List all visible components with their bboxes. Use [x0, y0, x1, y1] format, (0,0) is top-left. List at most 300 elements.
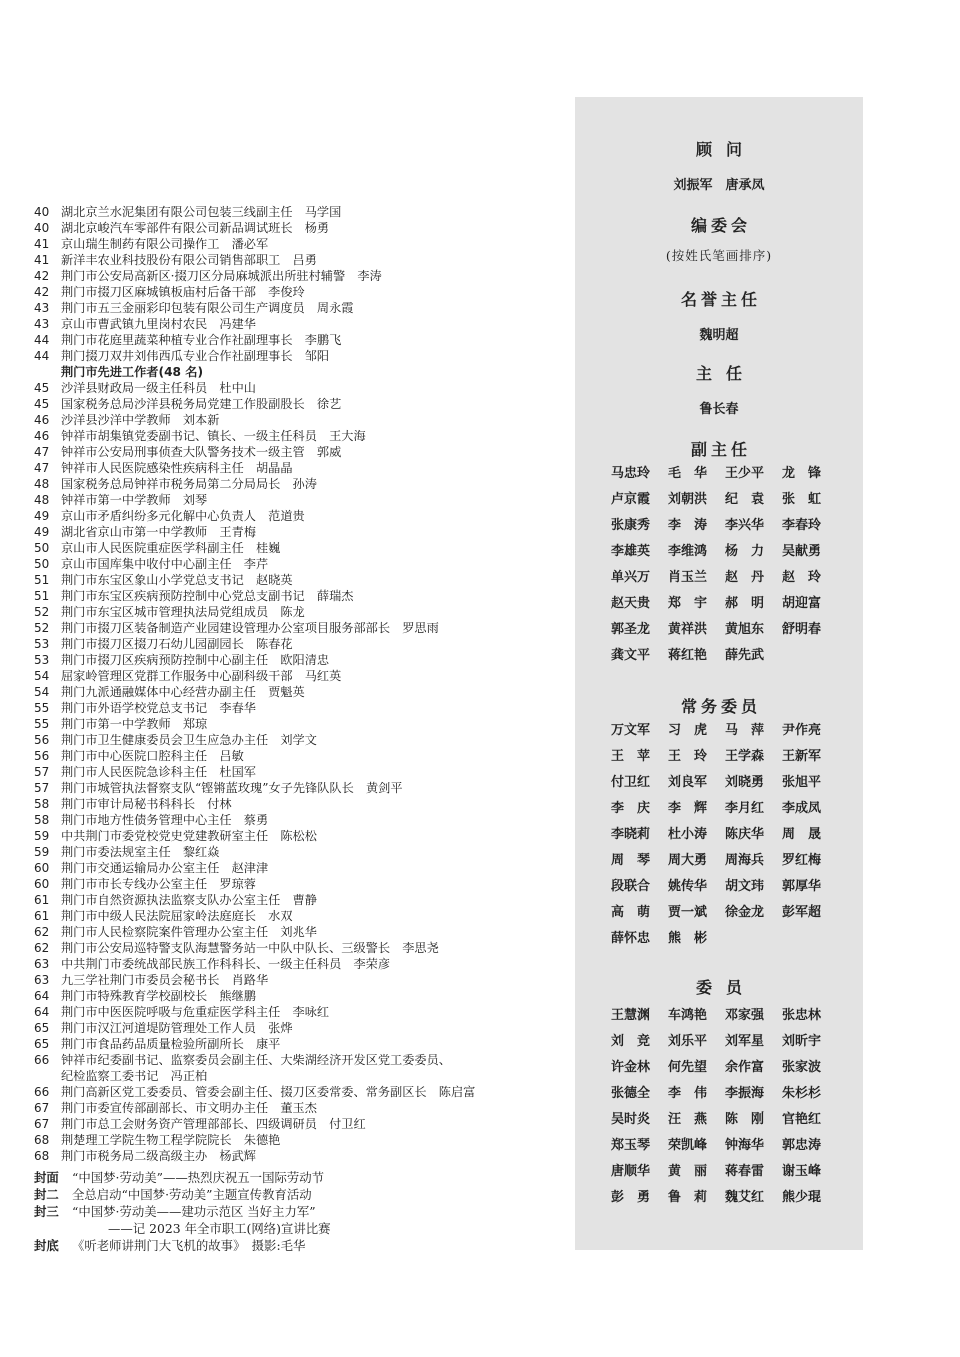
person-name: 郭忠涛	[782, 1138, 822, 1153]
page-number: 41	[34, 237, 50, 251]
name-row	[611, 744, 831, 770]
cover-text: 全总启动“中国梦·劳动美”主题宣传教育活动	[72, 1187, 312, 1202]
person-name: 李兴华	[725, 518, 765, 533]
name-row	[611, 770, 831, 796]
person-name: 吴时炎	[611, 1112, 651, 1127]
entry-text: 荆门市东宝区象山小学党总支书记 赵晓英	[61, 573, 293, 587]
contents-entry	[34, 764, 554, 780]
name-row	[611, 926, 831, 952]
person-name: 杜小涛	[668, 827, 708, 842]
page-number: 56	[34, 733, 50, 747]
contents-entry	[34, 268, 554, 284]
honorary-director-section	[575, 287, 863, 343]
name-row	[611, 617, 831, 643]
director-name: 鲁长春	[699, 402, 739, 417]
page-number: 48	[34, 477, 50, 491]
person-name: 赵 丹	[725, 570, 765, 585]
cover-text: “中国梦·劳动美”——热烈庆祝五一国际劳动节	[72, 1170, 325, 1185]
name-row	[611, 1029, 831, 1055]
person-name: 卢京霞	[611, 492, 651, 507]
person-name: 付卫红	[611, 775, 651, 790]
entry-text: 荆门市税务局二级高级主办 杨武辉	[61, 1149, 256, 1163]
entry-text: 荆门市中级人民法院屈家岭法庭庭长 水双	[61, 909, 293, 923]
page-number: 47	[34, 461, 50, 475]
person-name: 姚传华	[668, 879, 708, 894]
person-name: 尹作亮	[782, 723, 822, 738]
page-number: 50	[34, 541, 50, 555]
advisors-section	[575, 137, 863, 193]
page-number: 60	[34, 861, 50, 875]
person-name: 熊少琨	[782, 1190, 822, 1205]
contents-entry	[34, 812, 554, 828]
contents-entry	[34, 300, 554, 316]
contents-entry	[34, 716, 554, 732]
person-name: 周大勇	[668, 853, 708, 868]
entry-text: 荆门市城管执法督察支队“铿锵蓝玫瑰”女子先锋队队长 黄剑平	[61, 781, 403, 795]
cover-list	[34, 1169, 554, 1254]
person-name: 王 苹	[611, 749, 651, 764]
page-number: 59	[34, 829, 50, 843]
contents-entry	[34, 780, 554, 796]
page-number: 68	[34, 1149, 50, 1163]
contents-entry	[34, 332, 554, 348]
person-name: 薛怀忠	[611, 931, 651, 946]
name-row	[611, 565, 831, 591]
person-name: 郑玉琴	[611, 1138, 651, 1153]
person-name: 李雄英	[611, 544, 651, 559]
contents-entry-wrapped	[34, 1052, 554, 1084]
person-name: 刘良军	[668, 775, 708, 790]
name-row	[611, 822, 831, 848]
person-name: 胡迎富	[782, 596, 822, 611]
person-name: 刘昕宇	[782, 1034, 822, 1049]
contents-entry	[34, 220, 554, 236]
entry-text: 荆门市委法规室主任 黎红焱	[61, 845, 220, 859]
entries-group-b	[34, 380, 554, 1052]
name-row	[611, 1133, 831, 1159]
person-name: 王学森	[725, 749, 765, 764]
person-name: 王 玲	[668, 749, 708, 764]
contents-entry	[34, 284, 554, 300]
contents-entry	[34, 492, 554, 508]
entry-text: 荆门市交通运输局办公室主任 赵津津	[61, 861, 269, 875]
entry-text: 国家税务总局沙洋县税务局党建工作股副股长 徐艺	[61, 397, 342, 411]
person-name: 刘朝洪	[668, 492, 708, 507]
person-name: 胡文玮	[725, 879, 765, 894]
standing-members-section	[575, 694, 863, 717]
person-name: 李维鸿	[668, 544, 708, 559]
page-number: 56	[34, 749, 50, 763]
person-name: 余作富	[725, 1060, 765, 1075]
person-name: 荣凯峰	[668, 1138, 708, 1153]
director-title: 主任	[695, 364, 756, 383]
person-name: 陈庆华	[725, 827, 765, 842]
entry-text: 荆门市人民检察院案件管理办公室主任 刘兆华	[61, 925, 317, 939]
name-row	[611, 461, 831, 487]
page-number: 51	[34, 573, 50, 587]
contents-entry	[34, 956, 554, 972]
page-number: 48	[34, 493, 50, 507]
contents-entry	[34, 1132, 554, 1148]
page-number: 45	[34, 381, 50, 395]
person-name: 官艳红	[782, 1112, 822, 1127]
contents-entry	[34, 636, 554, 652]
entry-text: 屈家岭管理区党群工作服务中心副科级干部 马红英	[61, 669, 342, 683]
person-name	[782, 643, 839, 669]
person-name: 彭 勇	[611, 1190, 651, 1205]
entry-text: 荆门市地方性债务管理中心主任 蔡勇	[61, 813, 269, 827]
page-number: 66	[34, 1053, 50, 1067]
committee-title: 编委会	[690, 216, 751, 235]
person-name: 赵天贵	[611, 596, 651, 611]
page-number: 58	[34, 813, 50, 827]
entry-text: 钟祥市公安局刑事侦查大队警务技术一级主管 郭威	[61, 445, 342, 459]
entry-text-line1: 钟祥市纪委副书记、监察委员会副主任、大柴湖经济开发区党工委委员、	[61, 1053, 451, 1067]
person-name: 习 虎	[668, 723, 708, 738]
person-name: 邓家强	[725, 1008, 765, 1023]
contents-entry	[34, 620, 554, 636]
entry-text: 荆门市特殊教育学校副校长 熊继鹏	[61, 989, 256, 1003]
person-name: 张忠林	[782, 1008, 822, 1023]
entry-text: 荆门市花庭里蔬菜种植专业合作社副理事长 李鹏飞	[61, 333, 342, 347]
person-name: 罗红梅	[782, 853, 822, 868]
page-number: 53	[34, 637, 50, 651]
contents-entry	[34, 844, 554, 860]
person-name: 钟海华	[725, 1138, 765, 1153]
contents-entry	[34, 908, 554, 924]
contents-entry	[34, 252, 554, 268]
page-number: 40	[34, 221, 50, 235]
contents-entry	[34, 668, 554, 684]
person-name: 徐金龙	[725, 905, 765, 920]
committee-note: (按姓氏笔画排序)	[665, 248, 773, 263]
person-name: 朱杉杉	[782, 1086, 822, 1101]
page-number: 40	[34, 205, 50, 219]
contents-entry	[34, 412, 554, 428]
contents-entry	[34, 796, 554, 812]
person-name: 李成凤	[782, 801, 822, 816]
contents-entry	[34, 684, 554, 700]
person-name: 纪 袁	[725, 492, 765, 507]
contents-entry	[34, 1148, 554, 1164]
page-number: 64	[34, 1005, 50, 1019]
entry-text: 荆楚理工学院生物工程学院院长 朱德艳	[61, 1133, 281, 1147]
page-number: 44	[34, 349, 50, 363]
entry-text: 荆门市汉江河道堤防管理处工作人员 张烨	[61, 1021, 293, 1035]
contents-entry	[34, 460, 554, 476]
contents-entry	[34, 572, 554, 588]
entry-text: 荆门九派通融媒体中心经营办副主任 贾魁英	[61, 685, 305, 699]
page-number: 41	[34, 253, 50, 267]
person-name: 高 萌	[611, 905, 651, 920]
contents-entry	[34, 732, 554, 748]
person-name: 周 晟	[782, 827, 822, 842]
cover-text: ——记 2023 年全市职工(网络)宣讲比赛	[108, 1221, 331, 1236]
cover-entry	[34, 1220, 554, 1237]
person-name: 马 萍	[725, 723, 765, 738]
person-name: 李 辉	[668, 801, 708, 816]
name-row	[611, 1159, 831, 1185]
person-name: 鲁 莉	[668, 1190, 708, 1205]
person-name: 李春玲	[782, 518, 822, 533]
contents-list	[34, 204, 554, 1254]
contents-entry	[34, 540, 554, 556]
page-number: 52	[34, 621, 50, 635]
person-name: 郭圣龙	[611, 622, 651, 637]
contents-entry	[34, 972, 554, 988]
contents-entry	[34, 1116, 554, 1132]
name-row	[611, 848, 831, 874]
contents-entry	[34, 876, 554, 892]
entry-text: 沙洋县财政局一级主任科员 杜中山	[61, 381, 256, 395]
committee-section	[575, 213, 863, 264]
entry-text: 荆门市五三金丽彩印包装有限公司生产调度员 周永霞	[61, 301, 354, 315]
name-row	[611, 718, 831, 744]
person-name: 龚文平	[611, 648, 651, 663]
contents-entry	[34, 348, 554, 364]
section-subheading: 荆门市先进工作者(48 名)	[61, 365, 204, 379]
person-name: 蒋春雷	[725, 1164, 765, 1179]
person-name: 李 涛	[668, 518, 708, 533]
entry-text: 荆门市公安局高新区·掇刀区分局麻城派出所驻村辅警 李涛	[61, 269, 382, 283]
page-number: 49	[34, 525, 50, 539]
page-number: 55	[34, 701, 50, 715]
person-name: 万文军	[611, 723, 651, 738]
page-number: 43	[34, 317, 50, 331]
deputy-directors-section	[575, 437, 863, 460]
entry-text: 湖北京峻汽车零部件有限公司新品调试班长 杨勇	[61, 221, 330, 235]
page-number: 49	[34, 509, 50, 523]
cover-entry	[34, 1169, 554, 1186]
page-number: 68	[34, 1133, 50, 1147]
contents-entry	[34, 444, 554, 460]
advisors-title: 顾问	[695, 140, 756, 159]
page-number: 54	[34, 669, 50, 683]
cover-label: 封三	[34, 1204, 59, 1219]
contents-entry	[34, 652, 554, 668]
name-row	[611, 487, 831, 513]
page-number: 63	[34, 973, 50, 987]
name-row	[611, 900, 831, 926]
page-number: 44	[34, 333, 50, 347]
contents-entry	[34, 396, 554, 412]
person-name: 马忠玲	[611, 466, 651, 481]
page-number: 62	[34, 925, 50, 939]
name-row	[611, 796, 831, 822]
person-name: 刘乐平	[668, 1034, 708, 1049]
entry-text: 中共荆门市委统战部民族工作科科长、一级主任科员 李荣彦	[61, 957, 391, 971]
cover-label: 封面	[34, 1170, 59, 1185]
person-name: 熊 彬	[668, 931, 708, 946]
contents-entry	[34, 476, 554, 492]
person-name: 张家波	[782, 1060, 822, 1075]
entry-text: 钟祥市第一中学教师 刘琴	[61, 493, 208, 507]
contents-entry	[34, 924, 554, 940]
entry-text: 京山市曹武镇九里岗村农民 冯建华	[61, 317, 256, 331]
person-name: 周海兵	[725, 853, 765, 868]
page-number: 61	[34, 893, 50, 907]
person-name: 黄祥洪	[668, 622, 708, 637]
person-name: 许金林	[611, 1060, 651, 1075]
cover-entry	[34, 1186, 554, 1203]
person-name: 王少平	[725, 466, 765, 481]
person-name: 刘晓勇	[725, 775, 765, 790]
contents-entry	[34, 1036, 554, 1052]
page-number: 59	[34, 845, 50, 859]
person-name: 赵 玲	[782, 570, 822, 585]
page-number: 63	[34, 957, 50, 971]
standing-members-title: 常务委员	[680, 697, 761, 716]
cover-text: 《听老师讲荆门大飞机的故事》 摄影:毛华	[72, 1238, 306, 1253]
contents-entry	[34, 316, 554, 332]
entry-text: 京山市人民医院重症医学科副主任 桂巍	[61, 541, 281, 555]
page-number: 46	[34, 413, 50, 427]
page-number: 57	[34, 781, 50, 795]
entry-text: 荆门市第一中学教师 郑琼	[61, 717, 208, 731]
person-name: 杨 力	[725, 544, 765, 559]
entry-text: 荆门高新区党工委委员、管委会副主任、掇刀区委常委、常务副区长 陈启富	[61, 1085, 476, 1099]
entry-text: 荆门市中心医院口腔科主任 吕敏	[61, 749, 244, 763]
person-name: 彭军超	[782, 905, 822, 920]
entries-group-a	[34, 204, 554, 364]
cover-label: 封二	[34, 1187, 59, 1202]
entry-text-line2: 纪检监察工委书记 冯正柏	[61, 1069, 208, 1083]
page-number: 45	[34, 397, 50, 411]
person-name	[782, 926, 839, 952]
entries-group-c	[34, 1084, 554, 1164]
entry-text: 京山市矛盾纠纷多元化解中心负责人 范道贵	[61, 509, 305, 523]
person-name	[725, 926, 782, 952]
entry-text: 荆门市外语学校党总支书记 李春华	[61, 701, 256, 715]
contents-entry	[34, 988, 554, 1004]
person-name: 唐顺华	[611, 1164, 651, 1179]
page-number: 42	[34, 285, 50, 299]
person-name: 吴献勇	[782, 544, 822, 559]
page-number: 53	[34, 653, 50, 667]
contents-entry	[34, 588, 554, 604]
entry-text: 荆门市掇刀区掇刀石幼儿园副园长 陈春花	[61, 637, 293, 651]
contents-entry	[34, 748, 554, 764]
entry-text: 荆门市人民医院急诊科主任 杜国军	[61, 765, 256, 779]
person-name: 张德全	[611, 1086, 651, 1101]
person-name: 陈 刚	[725, 1112, 765, 1127]
person-name: 魏艾红	[725, 1190, 765, 1205]
name-row	[611, 874, 831, 900]
person-name: 蒋红艳	[668, 648, 708, 663]
advisors-names: 刘振军 唐承凤	[673, 178, 765, 193]
page-number: 47	[34, 445, 50, 459]
entry-text: 荆门市东宝区疾病预防控制中心党总支副书记 薛瑞杰	[61, 589, 354, 603]
members-grid	[611, 1003, 831, 1211]
page-number: 42	[34, 269, 50, 283]
deputy-directors-grid	[611, 461, 831, 669]
page-number: 51	[34, 589, 50, 603]
masthead-panel	[575, 97, 863, 1250]
entry-text: 荆门市食品药品质量检验所副所长 康平	[61, 1037, 281, 1051]
entry-text: 荆门市市长专线办公室主任 罗琼蓉	[61, 877, 256, 891]
person-name: 张康秀	[611, 518, 651, 533]
contents-entry	[34, 828, 554, 844]
contents-entry	[34, 236, 554, 252]
entry-text: 钟祥市人民医院感染性疾病科主任 胡晶晶	[61, 461, 293, 475]
person-name: 贾一斌	[668, 905, 708, 920]
contents-entry	[34, 940, 554, 956]
name-row	[611, 643, 831, 669]
cover-text: “中国梦·劳动美——建功示范区 当好主力军”	[72, 1204, 316, 1219]
person-name: 舒明春	[782, 622, 822, 637]
name-row	[611, 1185, 831, 1211]
entry-text: 湖北省京山市第一中学教师 王青梅	[61, 525, 256, 539]
entry-text: 九三学社荆门市委员会秘书长 肖路华	[61, 973, 269, 987]
contents-entry	[34, 508, 554, 524]
page-number: 61	[34, 909, 50, 923]
entry-text: 荆门市审计局秘书科科长 付林	[61, 797, 232, 811]
cover-entry	[34, 1203, 554, 1220]
person-name: 段联合	[611, 879, 651, 894]
person-name: 李月红	[725, 801, 765, 816]
person-name: 李晓莉	[611, 827, 651, 842]
person-name: 谢玉峰	[782, 1164, 822, 1179]
person-name: 王新军	[782, 749, 822, 764]
person-name: 郑 宇	[668, 596, 708, 611]
person-name: 毛 华	[668, 466, 708, 481]
entry-text: 荆门市卫生健康委员会卫生应急办主任 刘学文	[61, 733, 317, 747]
entry-text: 荆门市总工会财务资产管理部部长、四级调研员 付卫红	[61, 1117, 366, 1131]
name-row	[611, 1003, 831, 1029]
contents-entry	[34, 892, 554, 908]
person-name: 黄旭东	[725, 622, 765, 637]
honorary-director-title: 名誉主任	[680, 290, 761, 309]
entry-text: 国家税务总局钟祥市税务局第二分局局长 孙涛	[61, 477, 317, 491]
person-name: 周 琴	[611, 853, 651, 868]
director-section	[575, 361, 863, 417]
page-number: 55	[34, 717, 50, 731]
person-name: 李振海	[725, 1086, 765, 1101]
entry-text: 新洋丰农业科技股份有限公司销售部职工 吕勇	[61, 253, 317, 267]
page-number: 50	[34, 557, 50, 571]
contents-entry	[34, 860, 554, 876]
name-row	[611, 1107, 831, 1133]
entry-text: 荆门掇刀双井刘伟西瓜专业合作社副理事长 邹阳	[61, 349, 330, 363]
page-number: 54	[34, 685, 50, 699]
person-name: 郭厚华	[782, 879, 822, 894]
members-section	[575, 975, 863, 998]
person-name: 肖玉兰	[668, 570, 708, 585]
entry-text: 荆门市掇刀区疾病预防控制中心副主任 欧阳清忠	[61, 653, 330, 667]
page-number: 64	[34, 989, 50, 1003]
person-name: 李 伟	[668, 1086, 708, 1101]
entry-text: 沙洋县沙洋中学教师 刘本新	[61, 413, 220, 427]
page-number: 67	[34, 1101, 50, 1115]
entry-text: 荆门市中医医院呼吸与危重症医学科主任 李咏红	[61, 1005, 330, 1019]
page-number: 52	[34, 605, 50, 619]
contents-entry	[34, 1100, 554, 1116]
person-name: 张旭平	[782, 775, 822, 790]
person-name: 王慧渊	[611, 1008, 651, 1023]
page-number: 57	[34, 765, 50, 779]
entry-text: 湖北京兰水泥集团有限公司包装三线副主任 马学国	[61, 205, 342, 219]
person-name: 汪 燕	[668, 1112, 708, 1127]
entry-text: 荆门市委宣传部副部长、市文明办主任 董玉杰	[61, 1101, 317, 1115]
contents-entry	[34, 380, 554, 396]
person-name: 郝 明	[725, 596, 765, 611]
person-name: 薛先武	[725, 648, 765, 663]
page-number: 58	[34, 797, 50, 811]
entry-text: 荆门市掇刀区装备制造产业园建设管理办公室项目服务部部长 罗思雨	[61, 621, 439, 635]
entry-text: 荆门市掇刀区麻城镇板庙村后备干部 李俊玲	[61, 285, 305, 299]
page-number: 65	[34, 1037, 50, 1051]
page-number: 46	[34, 429, 50, 443]
